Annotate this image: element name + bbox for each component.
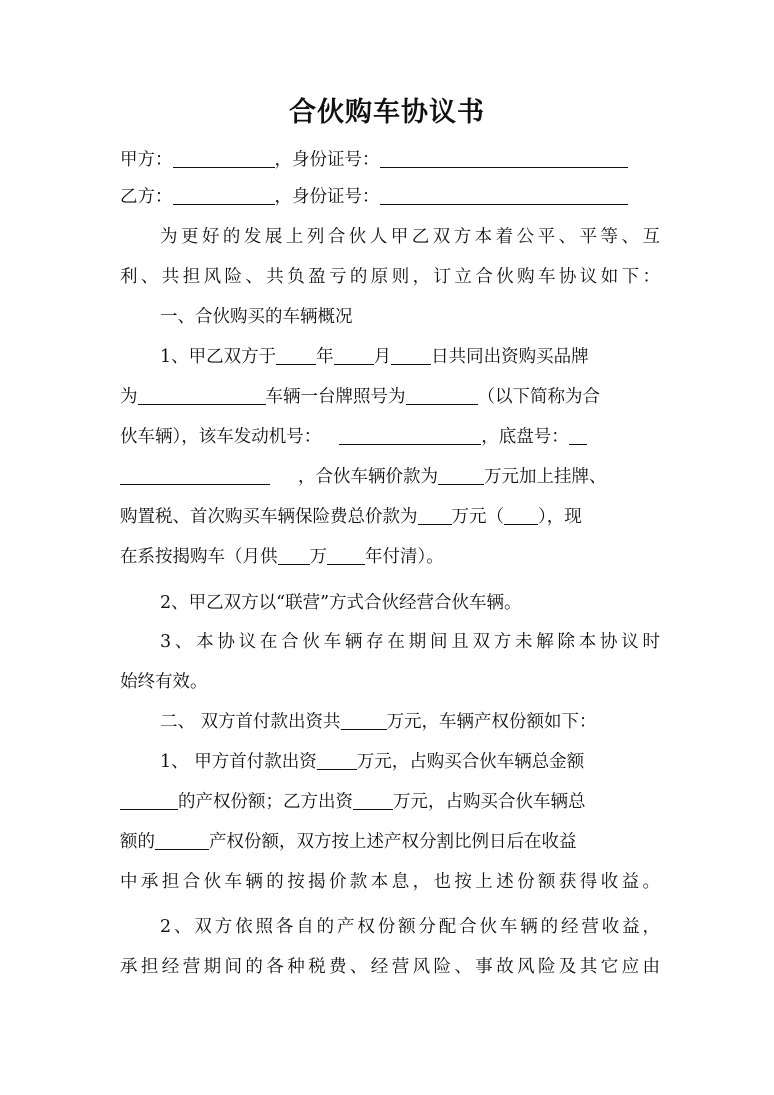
s1-item1-text: 日共同出资购买品牌 <box>431 347 589 367</box>
party-b-name-blank[interactable] <box>173 184 275 205</box>
s2-item1-line-b <box>120 787 660 817</box>
plate-number-blank[interactable] <box>406 384 478 405</box>
s1-item1-text: ，合伙车辆价款为 <box>298 467 438 487</box>
party-a-name-blank[interactable] <box>173 147 275 168</box>
s1-item1-line-c <box>120 422 660 452</box>
s2-item1-text: 的产权份额；乙方出资 <box>178 792 353 812</box>
s1-item3-line-1: 3、本协议在合伙车辆存在期间且双方未解除本协议时 <box>160 632 660 652</box>
s1-item1-text: 月 <box>373 347 392 367</box>
party-b-share-blank[interactable] <box>155 829 209 850</box>
engine-number-blank[interactable] <box>339 424 481 445</box>
total-price-blank[interactable] <box>418 504 452 525</box>
s2-item1-line-c <box>120 827 660 857</box>
s2-item1-line-a <box>160 747 660 777</box>
s1-item1-text: 为 <box>120 387 138 407</box>
brand-blank[interactable] <box>138 384 266 405</box>
s1-item2: 2、甲乙双方以“联营”方式合伙经营合伙车辆。 <box>160 593 522 613</box>
s1-item1-text: ，底盘号： <box>481 427 569 447</box>
party-a-id-label: ，身份证号： <box>274 150 380 170</box>
s2-item1-line-d: 中承担合伙车辆的按揭价款本息，也按上述份额获得收益。 <box>120 872 660 892</box>
s1-item1-line-d <box>120 462 660 492</box>
s2-heading-text: 二、 双方首付款出资共 <box>160 712 341 732</box>
s1-item1-line-b <box>120 382 660 412</box>
intro-line-2: 利、共担风险、共负盈亏的原则，订立合伙购车协议如下： <box>120 267 660 287</box>
s1-item1-text: 车辆一台牌照号为 <box>265 387 406 407</box>
s1-item1-text: 万 <box>309 547 327 567</box>
s1-item1-text: 伙车辆），该车发动机号： <box>120 427 322 447</box>
s2-item2-line-2: 承担经营期间的各种税费、经营风险、事故风险及其它应由 <box>120 957 660 977</box>
chassis-number-blank[interactable] <box>569 424 587 445</box>
s1-item1-text: 万元加上挂牌、 <box>484 467 607 487</box>
s1-item1-text: ），现 <box>538 507 582 527</box>
purchase-day-blank[interactable] <box>391 344 431 365</box>
s2-item1-text: 额的 <box>120 832 155 852</box>
s1-item1-text: （以下简称为合 <box>477 387 600 407</box>
s1-item1-text: 1、甲乙双方于 <box>160 347 277 367</box>
s1-item1-text: 万元（ <box>451 507 504 527</box>
party-b-id-label: ，身份证号： <box>274 187 380 207</box>
s2-item2-line-1: 2、双方依照各自的产权份额分配合伙车辆的经营收益， <box>160 917 660 937</box>
document-title: 合伙购车协议书 <box>289 97 485 128</box>
party-b-label: 乙方： <box>120 187 173 207</box>
party-a-label: 甲方： <box>120 150 173 170</box>
purchase-month-blank[interactable] <box>334 344 374 365</box>
s2-item1-text: 万元，占购买合伙车辆总 <box>393 792 586 812</box>
intro-line-1: 为更好的发展上列合伙人甲乙双方本着公平、平等、互 <box>160 227 660 247</box>
s2-item1-text: 万元，占购买合伙车辆总金额 <box>356 752 585 772</box>
monthly-payment-blank[interactable] <box>278 544 310 565</box>
s1-item1-line-e <box>120 502 660 532</box>
party-a-share-blank[interactable] <box>120 789 178 810</box>
vehicle-price-blank[interactable] <box>438 464 484 485</box>
s2-heading-text: 万元，车辆产权份额如下： <box>386 712 597 732</box>
s1-item1-text: 购置税、首次购买车辆保险费总价款为 <box>120 507 418 527</box>
section-2-heading <box>160 707 660 737</box>
party-a-id-blank[interactable] <box>380 147 628 168</box>
loan-years-blank[interactable] <box>327 544 365 565</box>
s2-item1-text: 产权份额，双方按上述产权分割比例日后在收益 <box>209 832 577 852</box>
party-b-id-blank[interactable] <box>380 184 628 205</box>
s2-item1-text: 1、 甲方首付款出资 <box>160 752 317 772</box>
s1-item3-line-2: 始终有效。 <box>120 672 208 692</box>
s1-item1-line-a <box>160 342 660 372</box>
down-payment-total-blank[interactable] <box>341 709 387 730</box>
total-price-words-blank[interactable] <box>504 504 538 525</box>
party-a-line <box>120 145 660 175</box>
section-1-heading: 一、合伙购买的车辆概况 <box>160 307 353 327</box>
party-b-contribution-blank[interactable] <box>353 789 393 810</box>
chassis-number-blank-cont[interactable] <box>120 464 270 485</box>
s1-item1-text: 年付清）。 <box>365 547 444 567</box>
purchase-year-blank[interactable] <box>276 344 316 365</box>
s1-item1-text: 年 <box>316 347 334 367</box>
s1-item1-line-f <box>120 542 660 572</box>
party-b-line <box>120 182 660 212</box>
party-a-contribution-blank[interactable] <box>317 749 357 770</box>
s1-item1-text: 在系按揭购车（月供 <box>120 547 278 567</box>
